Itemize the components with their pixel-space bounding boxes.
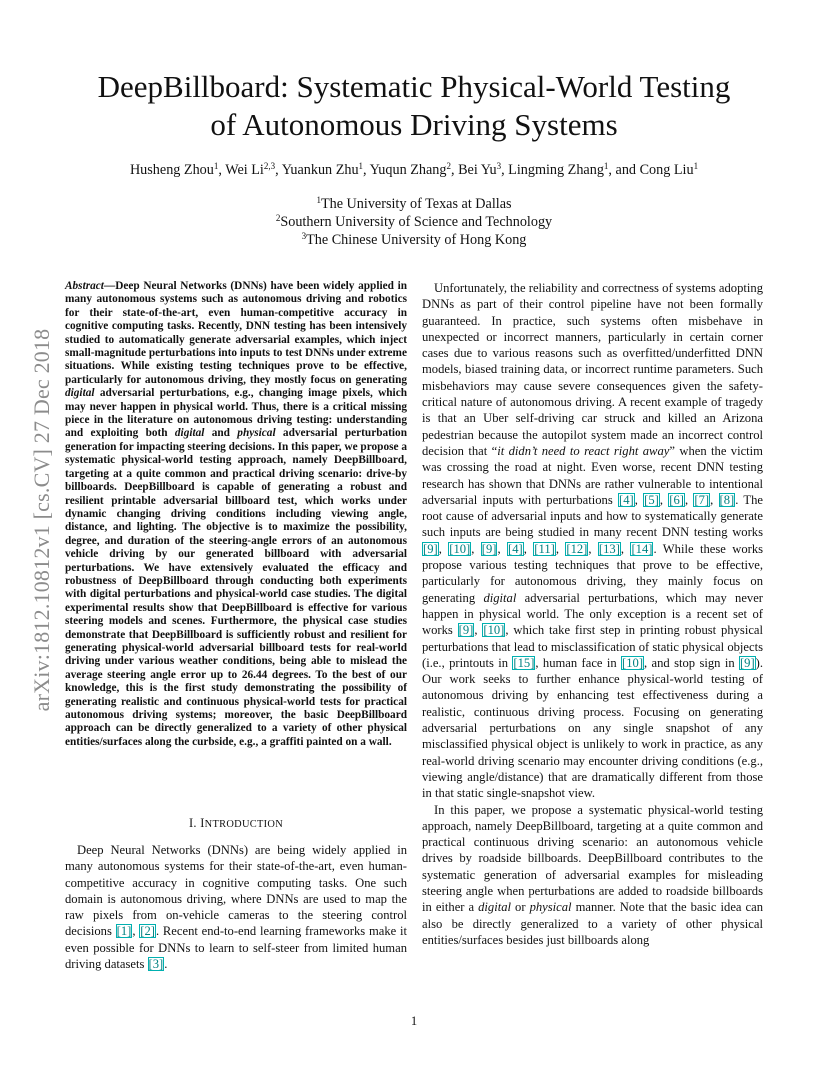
title-line-2: of Autonomous Driving Systems (210, 107, 618, 142)
affiliation: $^2$Southern University of Science and Technology (275, 213, 553, 230)
citation-link[interactable]: [12] (566, 541, 588, 556)
citation-link[interactable]: [7] (694, 492, 710, 507)
citation-link[interactable]: [10] (622, 655, 644, 670)
citation-link[interactable]: [3] (148, 957, 164, 972)
author: Bei Yu$^3$ (458, 161, 502, 178)
citation-link[interactable]: [15] (513, 655, 535, 670)
citation-link[interactable]: [5] (644, 492, 659, 507)
author: Cong Liu$^1$ (639, 161, 699, 178)
citation-link[interactable]: [8] (719, 492, 735, 507)
arxiv-stamp: arXiv:1812.10812v1 [cs.CV] 27 Dec 2018 (29, 328, 54, 712)
paragraph: In this paper, we propose a systematic physical-world testing approach, namely DeepBillboard, targeting at a quite common and practical continuous driving scenario: an autonomous vehicle drives by roadside billboards. DeepBillboard contributes to the systematic generation of adversarial examples for misleading steering angle when perturbations are added to roadside billboards in either a digital or physical manner. Note that the basic idea can also be directly generalized to a variety of other physical entities/surfaces besides just billboards along (422, 802, 763, 947)
author-list: Husheng Zhou$^1$, Wei Li$^{2,3}$, Yuankun Zhu$^1$, Yuqun Zhang$^2$, Bei Yu$^3$, Lingming Zhang$^1$, and Cong Liu$^1$ (129, 161, 699, 178)
citation-link[interactable]: [11] (534, 541, 555, 556)
citation-link[interactable]: [10] (449, 541, 471, 556)
citation-link[interactable]: [10] (483, 623, 505, 638)
author: Husheng Zhou$^1$ (129, 161, 219, 178)
citation-link[interactable]: [2] (140, 924, 155, 939)
citation-link[interactable]: [4] (619, 492, 634, 507)
citation-link[interactable]: [14] (631, 541, 653, 556)
abstract: Abstract—Deep Neural Networks (DNNs) have been widely applied in many autonomous systems such as autonomous driving and robotics for their state-of-the-art, even human-competitive accuracy in cognitive computing tasks. Recently, DNN testing has been intensively studied to automatically generate adversarial examples, which inject small-magnitude perturbations into inputs to test DNNs under extreme situations. While existing testing techniques prove to be effective, particularly for autonomous driving, they mostly focus on generating digital adversarial perturbations, e.g., changing image pixels, which may never happen in physical world. Thus, there is a critical missing piece in the literature on autonomous driving testing: understanding and exploiting both digital and physical adversarial perturbation generation for impacting steering decisions. In this paper, we propose a systematic physical-world testing approach, namely DeepBillboard, targeting at a quite common and practical driving scenario: drive-by billboards. DeepBillboard is capable of generating a robust and resilient printable adversarial billboard test, which works under dynamic changing driving conditions including viewing angle, distance, and lighting. The objective is to maximize the possibility, degree, and duration of the steering-angle errors of an autonomous vehicle driving by our generated billboard with adversarial perturbations. We have extensively evaluated the efficacy and robustness of DeepBillboard through conducting both experiments with digital perturbations and physical-world case studies. The digital experimental results show that DeepBillboard is effective for various steering models and scenes. Furthermore, the physical case studies demonstrate that DeepBillboard is sufficiently robust and resilient for generating physical-world adversarial billboard tests for real-world driving under various weather conditions, being able to mislead the average steering angle error up to 26.44 degrees. To the best of our knowledge, this is the first study demonstrating the possibility of generating realistic and continuous physical-world tests for practical autonomous driving systems; moreover, the basic DeepBillboard approach can be directly generalized to a variety of other physical entities/surfaces along the curbside, e.g., a graffiti painted on a wall. (65, 280, 407, 748)
author: Lingming Zhang$^1$ (508, 161, 609, 178)
citation-link[interactable]: [6] (669, 492, 684, 507)
author: Wei Li$^{2,3}$ (225, 161, 276, 178)
paragraph: Unfortunately, the reliability and correctness of systems adopting DNNs as part of their control pipeline have not been formally guaranteed. In practice, such systems often misbehave in unexpected or incorrect manners, particularly in certain corner cases due to various reasons such as overfitted/underfitted DNN models, biased training data, or incorrect runtime parameters. Such misbehaviors may cause severe consequences given the safety-critical nature of autonomous driving. A recent example of tragedy is that an Uber self-driving car struck and killed an Arizona pedestrian because the autopilot system made an incorrect control decision that “it didn’t need to react right away” when the victim was crossing the road at night. Even worse, recent DNN testing research has shown that DNNs are rather vulnerable to intentional adversarial inputs with perturbations [4], [5], [6], [7], [8]. The root cause of adversarial inputs and how to systematically generate such inputs are being studied in many recent DNN testing works [9], [10], [9], [4], [11], [12], [13], [14]. While these works propose various testing techniques that prove to be effective, particularly for autonomous driving, they mainly focus on generating digital adversarial perturbations, which may never happen in physical world. The only exception is a recent set of works [9], [10], which take first step in printing robust physical perturbations that lead to misclassification of static physical objects (i.e., printouts in [15], human face in [10], and stop sign in [9]). Our work seeks to further enhance physical-world testing of autonomous driving by enhancing test effectiveness during a realistic, continuous driving process. Focusing on generating adversarial perturbations on any single snapshot of any misclassified physical object is unlikely to work in practice, as any real-world driving scenario may encounter driving conditions (e.g., viewing angle/distance) that are dramatically different from those in that static single-snapshot view. (422, 281, 764, 801)
page-number: 1 (410, 1014, 418, 1028)
paragraph: Deep Neural Networks (DNNs) are being widely applied in many autonomous systems for their state-of-the-art, even human-competitive accuracy in cognitive computing tasks. One such domain is autonomous driving, where DNNs are used to map the raw pixels from on-vehicle cameras to the steering control decisions [1], [2]. Recent end-to-end learning frameworks make it even possible for DNNs to learn to self-steer from limited human driving datasets [3]. (65, 843, 407, 972)
citation-link[interactable]: [9] (481, 541, 497, 556)
intro-text (65, 842, 407, 972)
author: Yuqun Zhang$^2$ (369, 161, 451, 178)
affiliation: $^3$The Chinese University of Hong Kong (301, 231, 527, 248)
citation-link[interactable]: [1] (116, 924, 132, 939)
affiliations (60, 195, 768, 249)
abstract-label: Abstract (65, 280, 104, 292)
title-line-1: DeepBillboard: Systematic Physical-World Testing (97, 69, 731, 104)
citation-link[interactable]: [9] (423, 541, 438, 556)
right-column-text (422, 280, 763, 948)
affiliation: $^1$The University of Texas at Dallas (316, 195, 512, 212)
citation-link[interactable]: [4] (508, 541, 523, 556)
citation-link[interactable]: [9] (458, 623, 474, 638)
author: Yuankun Zhu$^1$ (281, 161, 364, 178)
citation-link[interactable]: [9] (739, 655, 755, 670)
citation-link[interactable]: [13] (598, 541, 620, 556)
paper-title (60, 68, 768, 144)
section-heading-introduction: I. INTRODUCTION (188, 816, 283, 830)
